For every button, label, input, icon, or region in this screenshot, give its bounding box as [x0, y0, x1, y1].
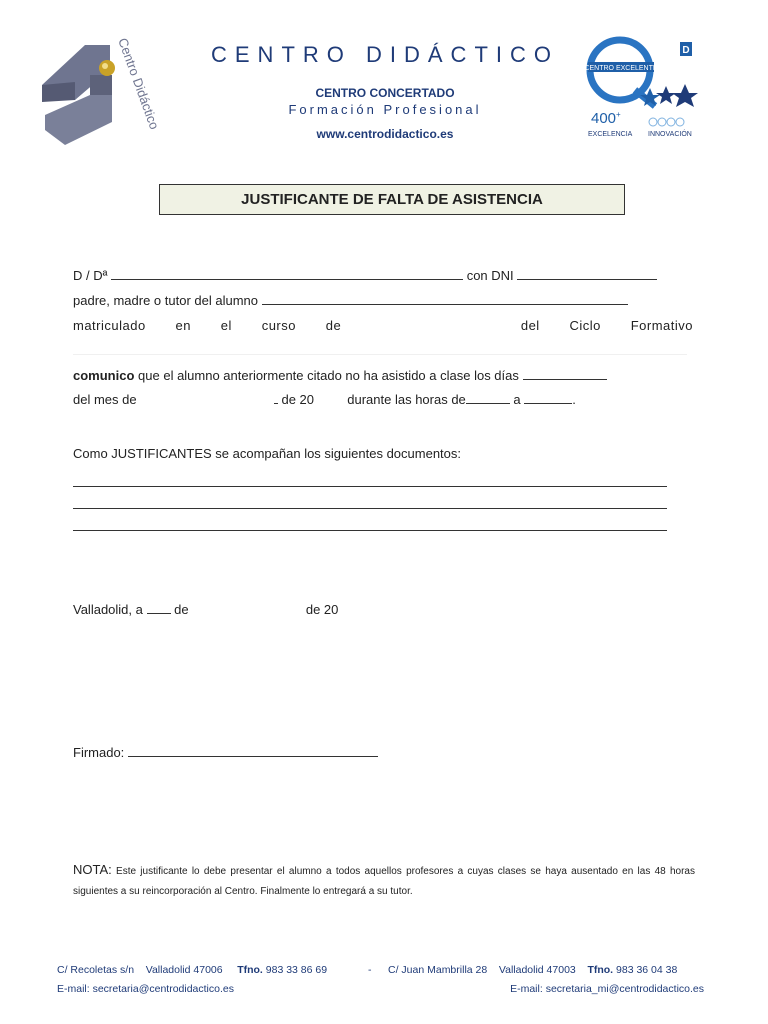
label-comunico: comunico: [73, 368, 135, 383]
form-line-month: [73, 392, 695, 407]
badge-corner-mark: D: [682, 45, 690, 56]
label-comunico-rest: que el alumno anteriormente citado no ha asistido a clase los días: [138, 368, 519, 383]
word: Formativo: [630, 318, 693, 333]
word: del: [520, 318, 540, 333]
footer-address-2: [388, 964, 677, 976]
footer-address-1: [57, 964, 327, 976]
form-line-tutor: [73, 293, 695, 308]
centro-didactico-logo: [30, 30, 163, 150]
label-signed: Firmado:: [73, 745, 125, 760]
documents-line[interactable]: [73, 530, 667, 531]
badge-excelencia: EXCELENCIA: [588, 131, 633, 138]
footer-email-1: [57, 983, 234, 995]
brand-subtitle: CENTRO CONCERTADO: [315, 86, 455, 100]
footer-addr1: C/ Recoletas s/n: [57, 964, 135, 976]
note: [73, 860, 695, 902]
label-dni: con DNI: [466, 268, 514, 283]
form-line-name: [73, 268, 695, 283]
student-field[interactable]: [262, 293, 628, 305]
course-gap[interactable]: [371, 318, 491, 333]
brand-subtitle-2: Formación Profesional: [288, 102, 482, 117]
badge-score-sup: +: [616, 110, 621, 119]
logo-lettering: Centro Didáctico: [115, 35, 163, 132]
word: el: [220, 318, 232, 333]
dni-field[interactable]: [517, 268, 657, 280]
label-de: de: [174, 602, 189, 617]
name-field[interactable]: [111, 268, 463, 280]
footer-tel1: 983 33 86 69: [265, 964, 328, 976]
documents-line[interactable]: [73, 508, 667, 509]
brand-website: www.centrodidactico.es: [316, 127, 454, 141]
footer-email-link[interactable]: secretaria@centrodidactico.es: [92, 983, 234, 995]
label-tutor: padre, madre o tutor del alumno: [73, 293, 258, 308]
footer-email-label: E-mail:: [510, 983, 543, 995]
label-de-20: de 20: [305, 602, 339, 617]
word: de: [325, 318, 342, 333]
footer-separator: -: [368, 964, 372, 976]
label-a: a: [513, 392, 521, 407]
form-line-signature: [73, 745, 695, 760]
note-label: NOTA:: [73, 862, 112, 877]
footer-city1: Valladolid 47006: [145, 964, 223, 976]
footer-email-label: E-mail:: [57, 983, 90, 995]
note-text: Este justificante lo debe presentar el alumno a todos aquellos profesores a cuyas clases se haya ausentado en las 48 horas siguientes a su reincorporación al Centro. Finalmente lo entregará a su tutor.: [73, 866, 695, 897]
days-field[interactable]: [523, 368, 607, 380]
day-field[interactable]: [147, 602, 171, 614]
hour-to-field[interactable]: [524, 392, 572, 404]
word: Ciclo: [569, 318, 601, 333]
documents-label: Como JUSTIFICANTES se acompañan los siguientes documentos:: [73, 446, 462, 461]
faint-divider: [73, 354, 687, 355]
star-icon: [656, 86, 676, 104]
footer-email-link[interactable]: secretaria_mi@centrodidactico.es: [545, 983, 704, 995]
footer-email-2: [510, 983, 704, 995]
label-month: del mes de: [73, 392, 137, 407]
word: matriculado: [73, 318, 146, 333]
signature-field[interactable]: [128, 745, 378, 757]
document-title: JUSTIFICANTE DE FALTA DE ASISTENCIA: [159, 184, 625, 215]
form-line-comunico: [73, 368, 695, 383]
footer-city2: Valladolid 47003: [498, 964, 576, 976]
footer-tel2: 983 36 04 38: [616, 964, 678, 976]
label-year: de 20: [281, 392, 315, 407]
lightbulb-icon: [649, 118, 684, 126]
form-line-course: [73, 318, 693, 333]
documents-line[interactable]: [73, 486, 667, 487]
word: curso: [261, 318, 296, 333]
badge-innovacion: INNOVACIÓN: [648, 131, 692, 138]
form-line-place: [73, 602, 695, 617]
footer-tel-label: Tfno.: [237, 964, 263, 976]
badge-score: [591, 110, 621, 127]
footer-addr2: C/ Juan Mambrilla 28: [388, 964, 488, 976]
period: .: [572, 392, 576, 407]
brand-title: CENTRO DIDÁCTICO: [211, 42, 559, 67]
label-hours: durante las horas de: [347, 392, 466, 407]
label-place: Valladolid, a: [73, 602, 143, 617]
hour-from-field[interactable]: [466, 392, 510, 404]
word: en: [175, 318, 191, 333]
star-icon: [672, 84, 698, 107]
month-tick: [274, 392, 278, 404]
label-name: D / Dª: [73, 268, 108, 283]
badge-score-value: 400: [591, 110, 617, 127]
footer-tel-label: Tfno.: [587, 964, 614, 976]
badge-ring-text: CENTRO EXCELENTE: [584, 65, 658, 72]
